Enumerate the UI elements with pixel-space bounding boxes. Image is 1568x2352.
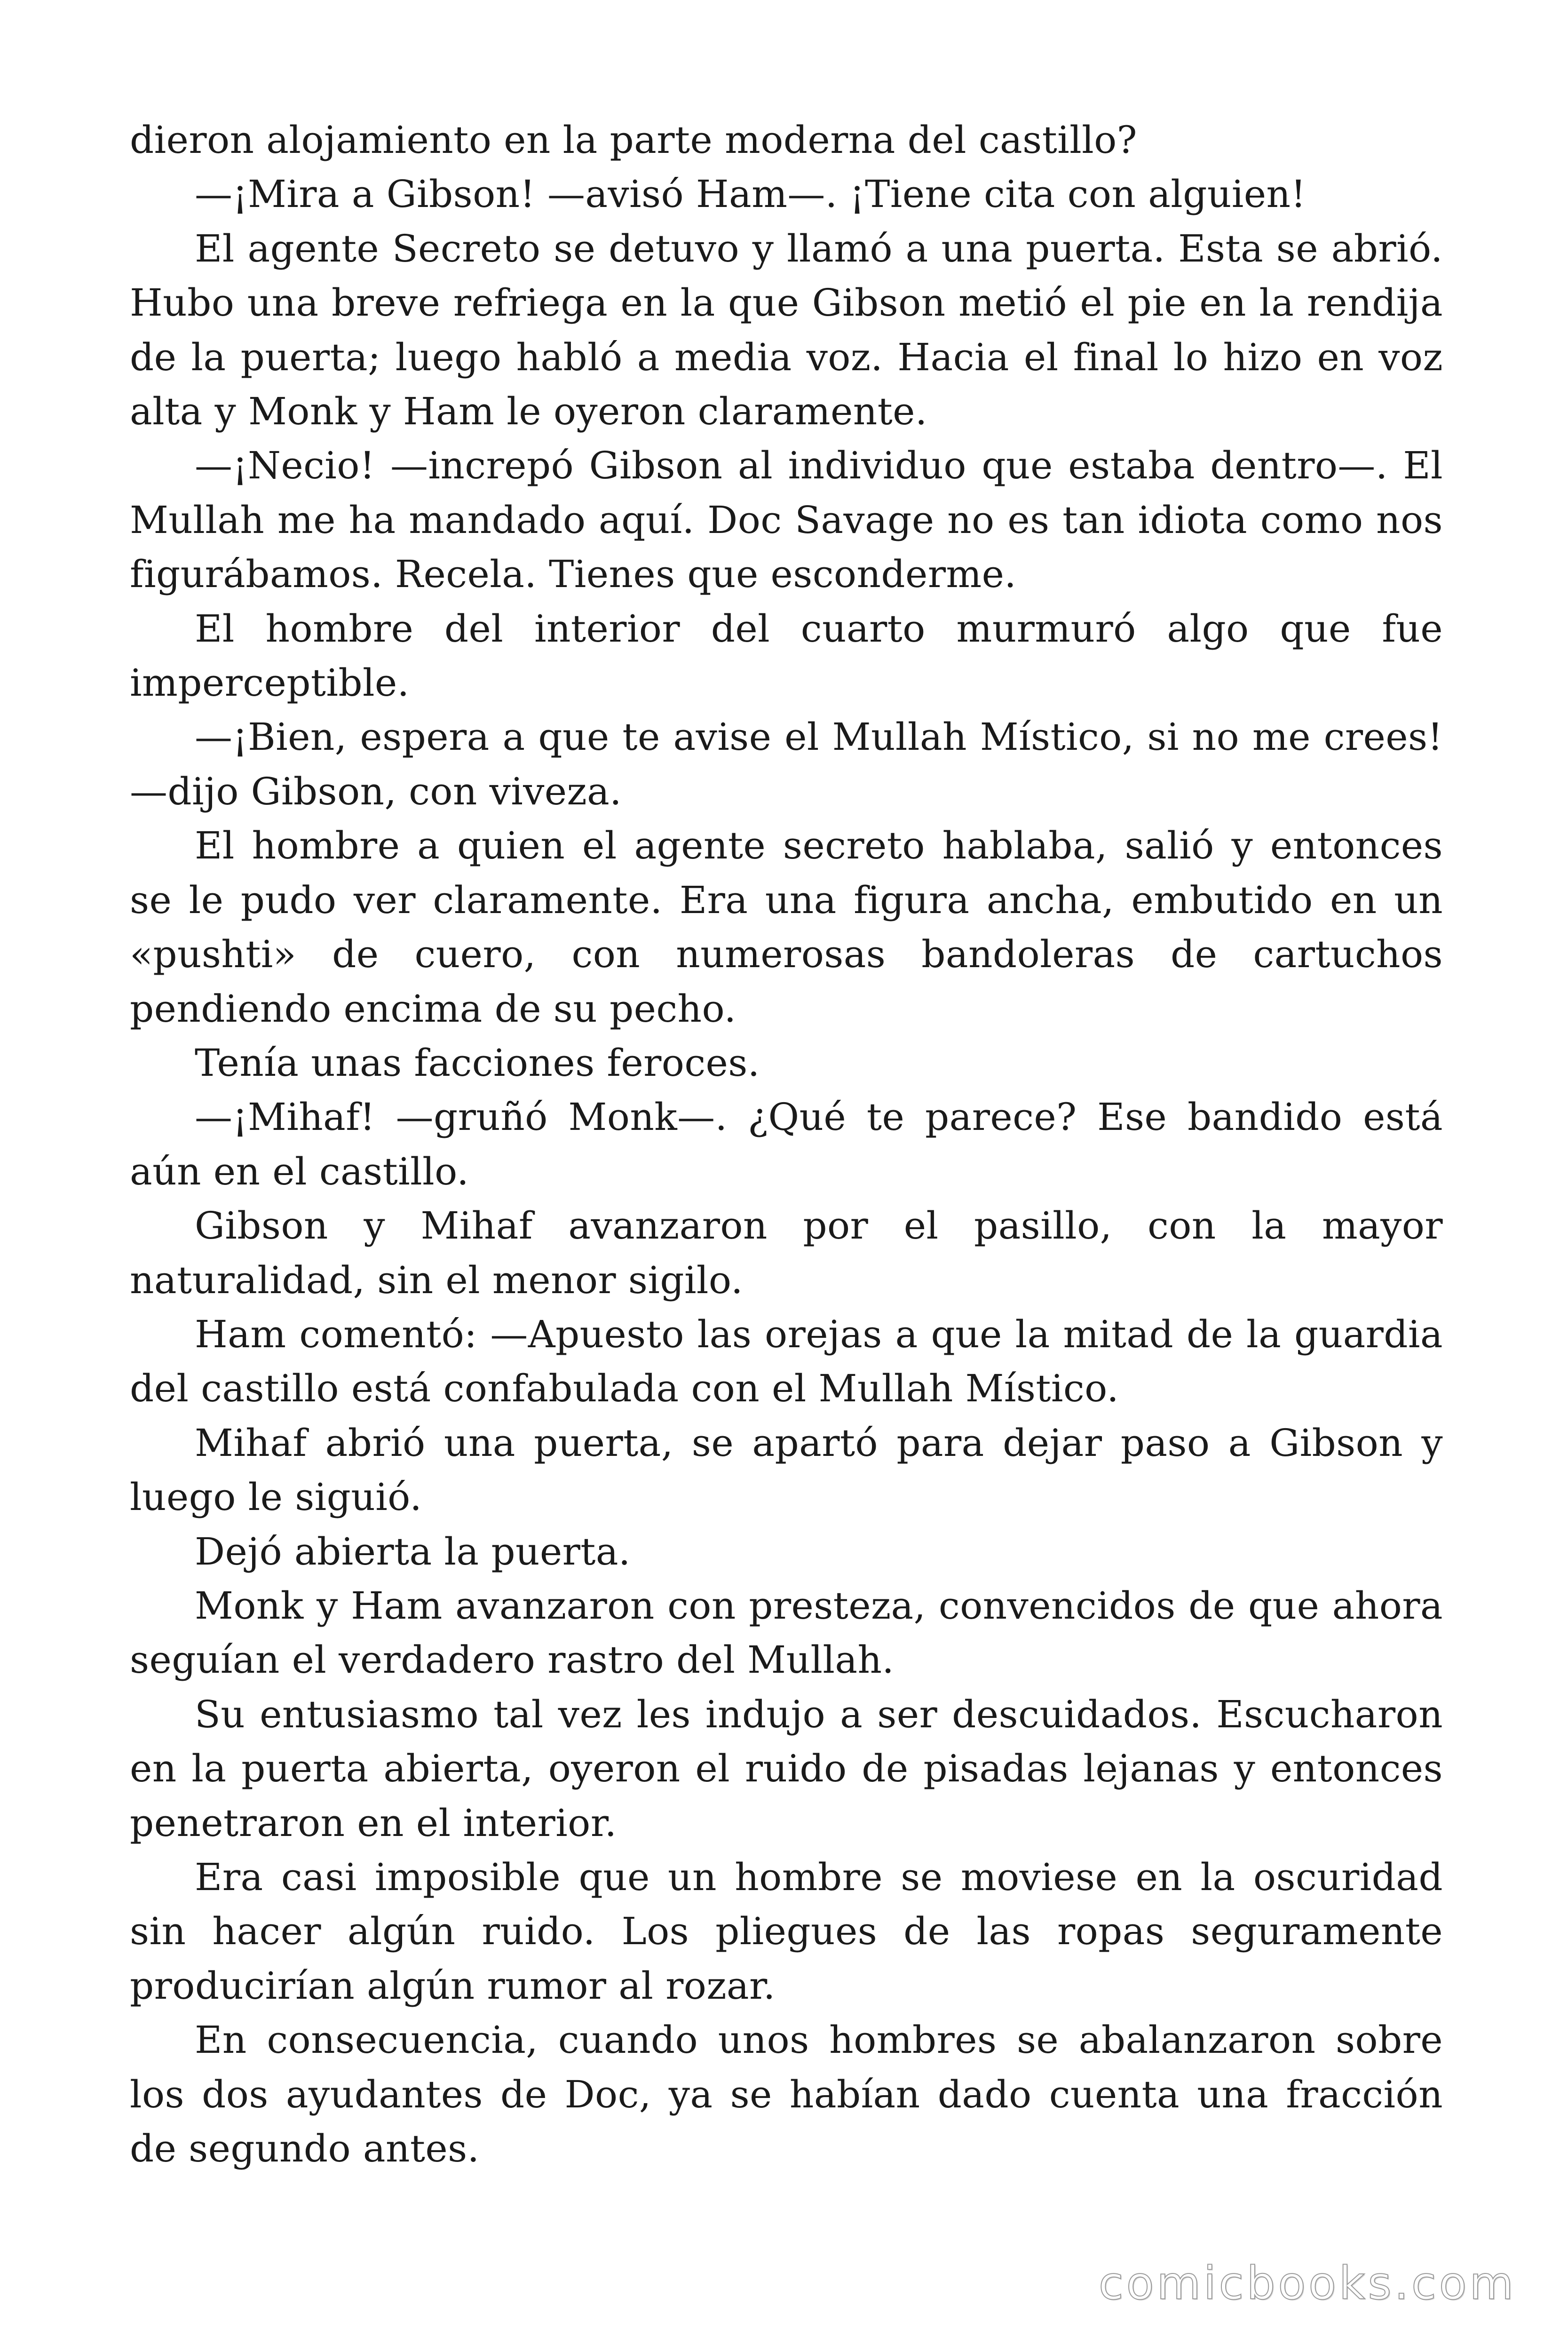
paragraph: —¡Mira a Gibson! —avisó Ham—. ¡Tiene cita con alguien!	[195, 172, 1307, 216]
paragraph: —¡Necio! —increpó Gibson al individuo que estaba dentro—. El Mullah me ha mandado aquí. Doc Savage no es tan idiota como nos figurábamos. Recela. Tienes que esconderme.	[130, 444, 1443, 596]
body-text	[130, 113, 1443, 2176]
paragraph: El hombre a quien el agente secreto hablaba, salió y entonces se le pudo ver claramente. Era una figura ancha, embutido en un «pushti» de cuero, con numerosas bandoleras de cartuchos pendiendo encima de su pecho.	[130, 824, 1443, 1031]
paragraph: Era casi imposible que un hombre se moviese en la oscuridad sin hacer algún ruido. Los pliegues de las ropas seguramente producirían algún rumor al rozar.	[130, 1855, 1443, 2008]
paragraph: Ham comentó: —Apuesto las orejas a que la mitad de la guardia del castillo está confabulada con el Mullah Místico.	[130, 1312, 1443, 1411]
paragraph: —¡Mihaf! —gruñó Monk—. ¿Qué te parece? Ese bandido está aún en el castillo.	[130, 1095, 1443, 1193]
paragraph: Gibson y Mihaf avanzaron por el pasillo, con la mayor naturalidad, sin el menor sigilo.	[130, 1204, 1443, 1302]
paragraph: —¡Bien, espera a que te avise el Mullah Místico, si no me crees! —dijo Gibson, con viveza.	[130, 715, 1443, 813]
paragraph: dieron alojamiento en la parte moderna del castillo?	[130, 118, 1137, 162]
paragraph: El agente Secreto se detuvo y llamó a una puerta. Esta se abrió. Hubo una breve refriega en la que Gibson metió el pie en la rendija de la puerta; luego habló a media voz. Hacia el final lo hizo en voz alta y Monk y Ham le oyeron claramente.	[130, 226, 1443, 434]
watermark: comicbooks.com	[1098, 2257, 1516, 2310]
paragraph: Mihaf abrió una puerta, se apartó para dejar paso a Gibson y luego le siguió.	[130, 1421, 1443, 1519]
paragraph: Su entusiasmo tal vez les indujo a ser descuidados. Escucharon en la puerta abierta, oyeron el ruido de pisadas lejanas y entonces penetraron en el interior.	[130, 1692, 1443, 1845]
paragraph: El hombre del interior del cuarto murmuró algo que fue imperceptible.	[130, 606, 1443, 705]
paragraph: Monk y Ham avanzaron con presteza, convencidos de que ahora seguían el verdadero rastro del Mullah.	[130, 1583, 1443, 1682]
paragraph: En consecuencia, cuando unos hombres se abalanzaron sobre los dos ayudantes de Doc, ya se habían dado cuenta una fracción de segundo antes.	[130, 2018, 1443, 2171]
paragraph: Tenía unas facciones feroces.	[195, 1041, 760, 1085]
paragraph: Dejó abierta la puerta.	[195, 1529, 631, 1573]
